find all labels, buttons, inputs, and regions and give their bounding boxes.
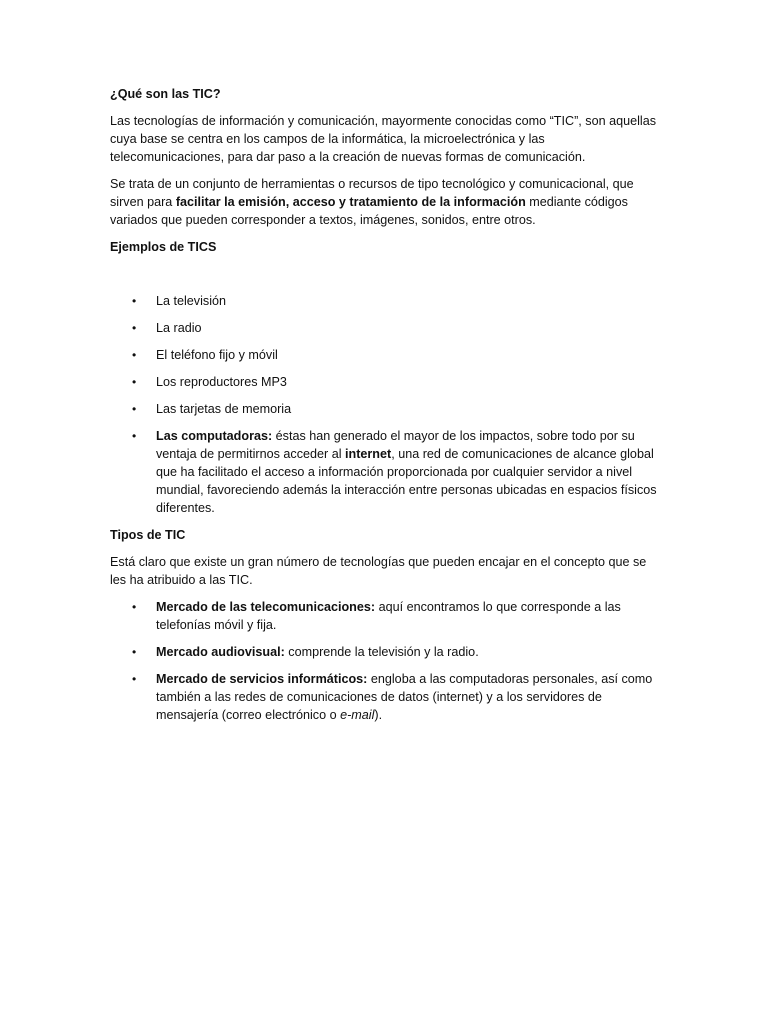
- list-item: [110, 400, 662, 418]
- list-item-text: Las tarjetas de memoria: [156, 402, 292, 416]
- document-page: [110, 85, 662, 733]
- list-item: [110, 292, 662, 310]
- internet-bold: internet: [345, 447, 392, 461]
- list-item: [110, 319, 662, 337]
- type-text: comprende la televisión y la radio.: [284, 645, 479, 659]
- heading-tipos-tic: Tipos de TIC: [110, 528, 186, 542]
- bullet-icon: •: [132, 600, 137, 614]
- servicios-bold: Mercado de servicios informáticos:: [156, 672, 368, 686]
- list-item-servicios: [110, 670, 662, 724]
- email-italic: e-mail: [340, 708, 375, 722]
- bullet-icon: •: [132, 375, 137, 389]
- type-text: aquí encontramos lo que corresponde a las telefonías móvil y fija.: [156, 600, 621, 632]
- computadoras-text-b: , una red de comunicaciones de alcance global que ha facilitado el acceso a información proporcionada por cualquier servidor a nivel mundial, favoreciendo además la interacción entre personas ubicadas en espacios físicos diferentes.: [156, 447, 657, 515]
- bullet-icon: •: [132, 672, 137, 686]
- bullet-icon: •: [132, 429, 137, 443]
- bullet-icon: •: [132, 348, 137, 362]
- servicios-text-a: engloba a las computadoras personales, así como también a las redes de comunicaciones de datos (internet) y a los servidores de mensajería (correo electrónico o: [156, 672, 653, 722]
- paragraph-definition: Las tecnologías de información y comunicación, mayormente conocidas como “TIC”, son aquellas cuya base se centra en los campos de la informática, la microelectrónica y las telecomunicaciones, para dar paso a la creación de nuevas formas de comunicación.: [110, 114, 656, 164]
- list-item: [110, 598, 662, 634]
- bullet-icon: •: [132, 402, 137, 416]
- heading-ejemplos: Ejemplos de TICS: [110, 240, 217, 254]
- computadoras-bold: Las computadoras:: [156, 429, 273, 443]
- heading-que-son-tic: ¿Qué son las TIC?: [110, 87, 221, 101]
- spacer: [110, 265, 662, 292]
- bullet-icon: •: [132, 321, 137, 335]
- list-item: [110, 373, 662, 391]
- list-item-text: La televisión: [156, 294, 227, 308]
- paragraph-herramientas-bold: facilitar la emisión, acceso y tratamiento de la información: [175, 195, 526, 209]
- list-item: [110, 346, 662, 364]
- list-item-computadoras: [110, 427, 662, 517]
- servicios-text-b: ).: [374, 708, 383, 722]
- bullet-icon: •: [132, 645, 137, 659]
- types-list: [110, 598, 662, 724]
- paragraph-tipos: Está claro que existe un gran número de tecnologías que pueden encajar en el concepto que se les ha atribuido a las TIC.: [110, 555, 647, 587]
- examples-list: [110, 292, 662, 517]
- bullet-icon: •: [132, 294, 137, 308]
- list-item-text: El teléfono fijo y móvil: [156, 348, 278, 362]
- type-bold: Mercado de las telecomunicaciones:: [156, 600, 376, 614]
- list-item-text: Los reproductores MP3: [156, 375, 287, 389]
- list-item: [110, 643, 662, 661]
- paragraph-herramientas-text-a: Se trata de un conjunto de herramientas o recursos de tipo tecnológico y comunicacional, que sirven para: [110, 177, 634, 209]
- type-bold: Mercado audiovisual:: [156, 645, 285, 659]
- paragraph-herramientas: [110, 175, 662, 229]
- list-item-text: La radio: [156, 321, 202, 335]
- computadoras-text-a: éstas han generado el mayor de los impactos, sobre todo por su ventaja de permitirnos acceder al: [156, 429, 635, 461]
- paragraph-herramientas-text-b: mediante códigos variados que pueden corresponder a textos, imágenes, sonidos, entre otros.: [110, 195, 628, 227]
